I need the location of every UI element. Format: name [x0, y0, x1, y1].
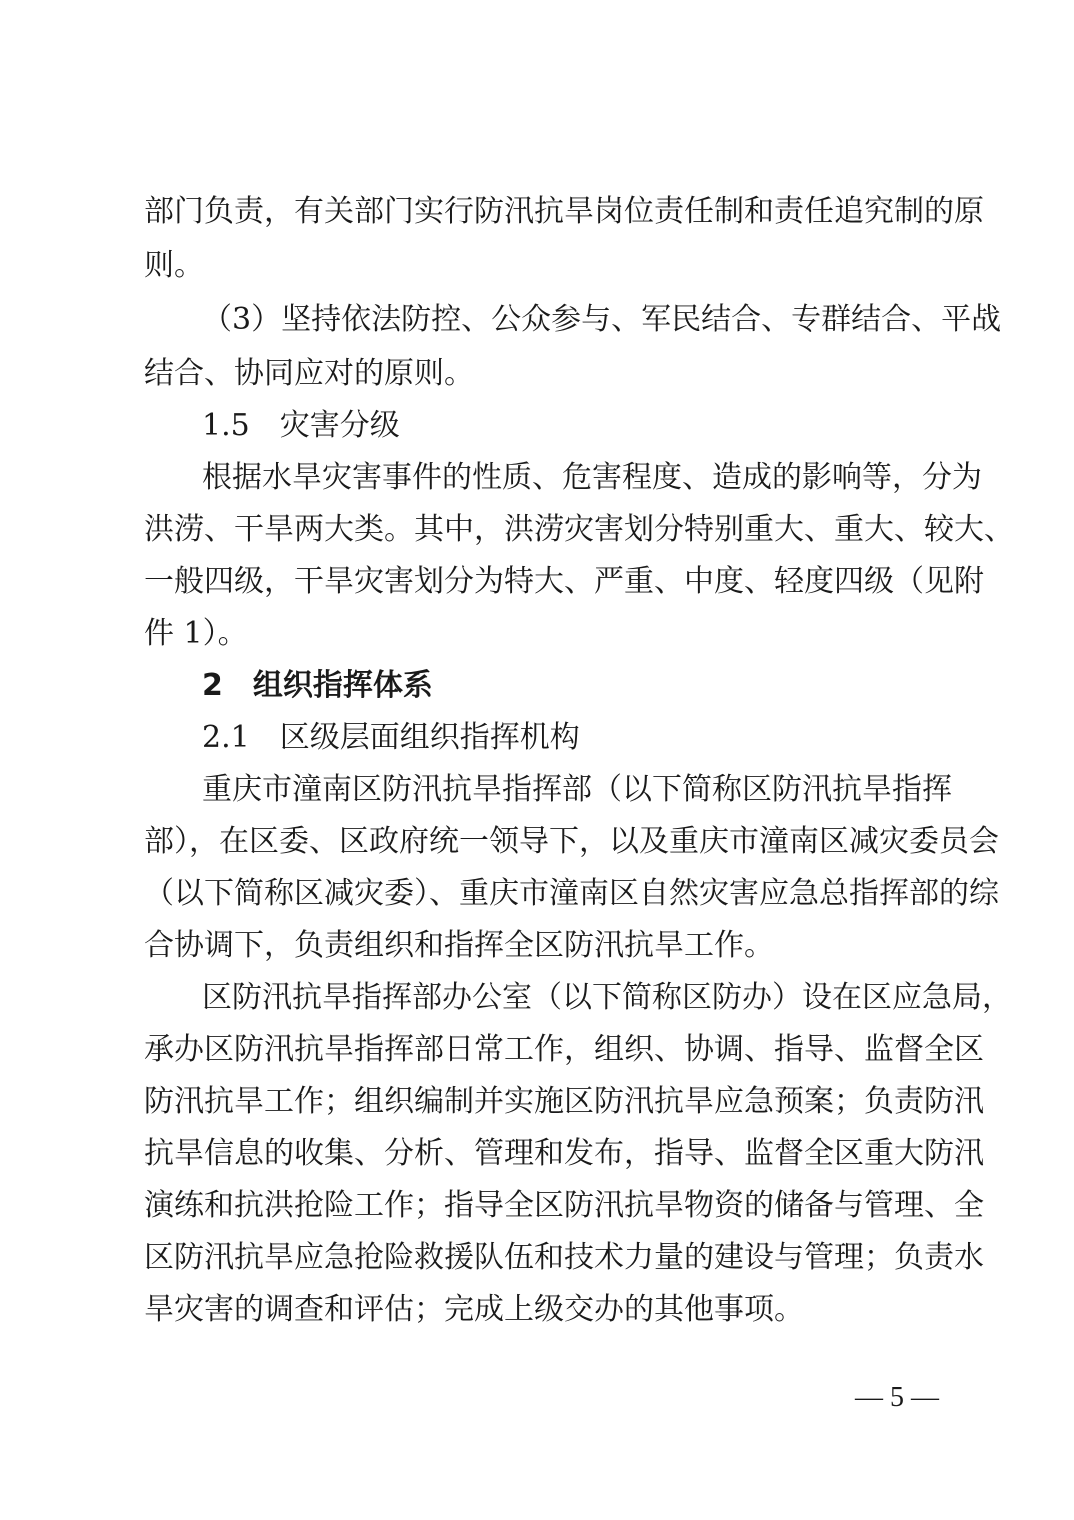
section-heading: 2.1 区级层面组织指挥机构: [202, 720, 580, 755]
text-line: （3）坚持依法防控、公众参与、军民结合、专群结合、平战: [202, 302, 1002, 337]
text-line: 部门负责，有关部门实行防汛抗旱岗位责任制和责任追究制的原: [144, 194, 984, 229]
text-line: 根据水旱灾害事件的性质、危害程度、造成的影响等，分为: [202, 460, 982, 495]
text-line: 演练和抗洪抢险工作；指导全区防汛抗旱物资的储备与管理、全: [144, 1188, 984, 1223]
text-line: 合协调下，负责组织和指挥全区防汛抗旱工作。: [144, 928, 774, 963]
text-line: 防汛抗旱工作；组织编制并实施区防汛抗旱应急预案；负责防汛: [144, 1084, 984, 1119]
text-line: 区防汛抗旱应急抢险救援队伍和技术力量的建设与管理；负责水: [144, 1240, 984, 1275]
text-line: 抗旱信息的收集、分析、管理和发布，指导、监督全区重大防汛: [144, 1136, 984, 1171]
text-line: 旱灾害的调查和评估；完成上级交办的其他事项。: [144, 1292, 804, 1327]
text-line: 承办区防汛抗旱指挥部日常工作，组织、协调、指导、监督全区: [144, 1032, 984, 1067]
text-line: 重庆市潼南区防汛抗旱指挥部（以下简称区防汛抗旱指挥: [202, 772, 952, 807]
text-line: 洪涝、干旱两大类。其中，洪涝灾害划分特别重大、重大、较大、: [144, 512, 1014, 547]
section-heading: 1.5 灾害分级: [202, 408, 400, 443]
text-line: 件 1）。: [144, 616, 248, 651]
text-line: 一般四级，干旱灾害划分为特大、严重、中度、轻度四级（见附: [144, 564, 984, 599]
text-line: 结合、协同应对的原则。: [144, 356, 474, 391]
text-line: （以下简称区减灾委）、重庆市潼南区自然灾害应急总指挥部的综: [144, 876, 999, 911]
page-number: — 5 —: [855, 1382, 939, 1413]
text-line: 部），在区委、区政府统一领导下，以及重庆市潼南区减灾委员会: [144, 824, 999, 859]
text-line: 则。: [144, 248, 204, 283]
text-line: 区防汛抗旱指挥部办公室（以下简称区防办）设在区应急局，: [202, 980, 1012, 1015]
chapter-heading: 2 组织指挥体系: [202, 668, 433, 703]
